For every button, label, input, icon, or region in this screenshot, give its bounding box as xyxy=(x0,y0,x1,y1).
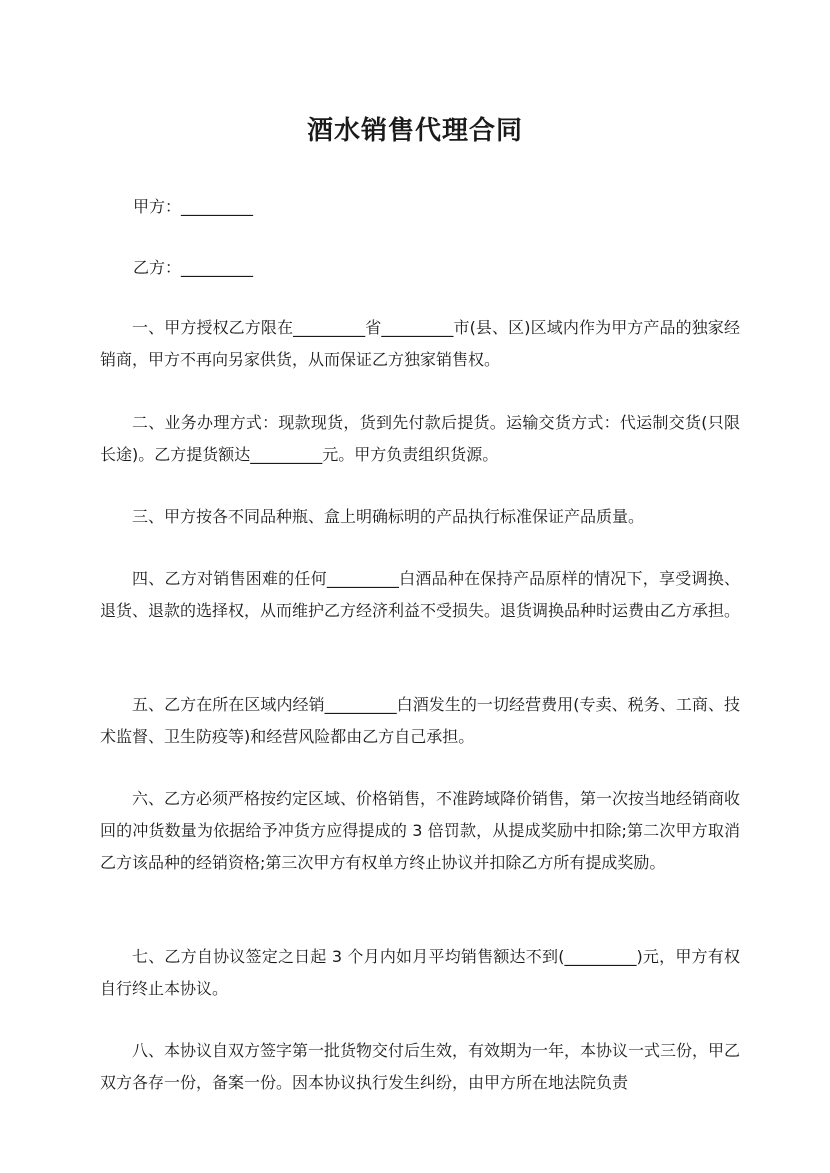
clause-2: 二、业务办理方式：现款现货，货到先付款后提货。运输交货方式：代运制交货(只限长途)。乙方提货额达_________元。甲方负责组织货源。 xyxy=(100,413,740,464)
clause-3: 三、甲方按各不同品种瓶、盒上明确标明的产品执行标准保证产品质量。 xyxy=(132,507,645,526)
clause-7: 七、乙方自协议签定之日起 3 个月内如月平均销售额达不到(_________)元，甲方有权自行终止本协议。 xyxy=(100,947,740,998)
clause-1: 一、甲方授权乙方限在_________省_________市(县、区)区域内作为甲方产品的独家经销商，甲方不再向另家供货，从而保证乙方独家销售权。 xyxy=(100,318,740,369)
clause-6: 六、乙方必须严格按约定区域、价格销售，不准跨域降价销售，第一次按当地经销商收回的冲货数量为依据给予冲货方应得提成的 3 倍罚款，从提成奖励中扣除;第二次甲方取消乙方该品种的经销资格;第三次甲方有权单方终止协议并扣除乙方所有提成奖励。 xyxy=(100,789,741,872)
clause-8: 八、本协议自双方签字第一批货物交付后生效，有效期为一年，本协议一式三份，甲乙双方各存一份，备案一份。因本协议执行发生纠纷，由甲方所在地法院负责 xyxy=(100,1041,741,1092)
document-title: 酒水销售代理合同 xyxy=(306,116,523,146)
party-a-line: 甲方：_________ xyxy=(133,197,254,216)
party-b-line: 乙方：_________ xyxy=(133,258,254,277)
clause-5: 五、乙方在所在区域内经销_________白酒发生的一切经营费用(专卖、税务、工商、技术监督、卫生防疫等)和经营风险都由乙方自己承担。 xyxy=(100,695,740,746)
clause-4: 四、乙方对销售困难的任何_________白酒品种在保持产品原样的情况下，享受调换、退货、退款的选择权，从而维护乙方经济利益不受损失。退货调换品种时运费由乙方承担。 xyxy=(100,569,741,620)
